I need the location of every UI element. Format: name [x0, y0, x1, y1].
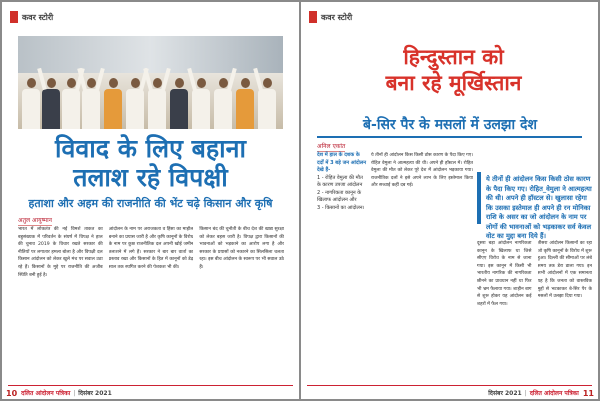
issue-date: दिसंबर 2021: [488, 390, 522, 397]
intro-box-line: देश में हाल के दशक के दर्दों में 3 बड़े जन आंदोलन देखे हैं-: [317, 152, 367, 173]
right-footer: [301, 387, 598, 399]
footer-separator: |: [524, 389, 527, 397]
photo-figure: [170, 78, 188, 129]
photo-figure: [258, 78, 276, 129]
right-byline: अनिल एकांत: [317, 143, 346, 150]
photo-figure: [236, 78, 254, 129]
publication-name: दलित आंदोलन पत्रिका: [529, 390, 579, 397]
cover-photo: [18, 36, 283, 129]
right-body-column: ये तीनों ही आंदोलन किस किसी ठोस कारण के पैदा किए गए। रोहित वेमुला ने आत्महत्या की थी। अपने ही हॉस्टल में। रोहित वेमुला की मौत को लेकर पूरे देश में आंदोलन भड़काया गया। राजनीतिक दलों ने इसे अपने लाभ के लिए इस्तेमाल किया और सच्चाई कहीं दब गई।: [371, 153, 473, 189]
left-byline: अतुल आयुष्मान: [18, 217, 52, 224]
pull-quote: ये तीनों ही आंदोलन किस किसी ठोस कारण के पैदा किए गए। रोहित_वेमुला ने आत्महत्या की थी। अपने ही हॉस्टल से। खुलासा रहेगा कि उसका इस्तेमाल ही अपने ही रन मोनिका राशि के असर का जो आंदोलन के नाम पर लोगों की भावनाओं को भड़काकर सर्व केवल वोट का मुद्दा बना दिये हैं।: [486, 175, 592, 240]
photo-figure: [192, 78, 210, 129]
left-body-column: आंदोलन के नाम पर अराजकता व हिंसा का माहौल बनाने का प्रयास जारी है और कृषि कानूनों के विरोध के नाम पर कुछ राजनीतिक दल अपनी खोई जमीन तलाशने में लगे हैं। सरकार ने बार बार वार्ता का प्रस्ताव रखा और किसानों के हित में कानूनों को डेढ़ साल तक स्थगित करने की पेशकश भी की।: [108, 227, 194, 270]
photo-figure: [42, 78, 60, 129]
right-headline: [371, 44, 536, 96]
left-headline: [18, 134, 283, 192]
right-headline-line1: हिन्दुस्तान को: [403, 45, 504, 69]
intro-box: [317, 152, 367, 212]
page-number: 10: [6, 388, 18, 398]
right-page: [301, 2, 598, 399]
left-page: [2, 2, 299, 399]
footer-rule: [8, 385, 293, 386]
right-body-column: दूसरा बड़ा आंदोलन नागरिकता कानून के खिलाफ था जिसे सीएए विरोध के नाम से जाना गया। इस कानून में किसी भी भारतीय नागरिक की नागरिकता छीनने का प्रावधान नहीं था फिर भी भ्रम फैलाया गया। शाहीन बाग से शुरू होकर यह आंदोलन कई शहरों में फैल गया।: [477, 241, 532, 307]
section-tag-label: कवर स्टोरी: [321, 12, 353, 22]
issue-date: दिसंबर 2021: [78, 390, 112, 397]
pull-quote-marker: [477, 172, 481, 224]
photo-figure: [22, 78, 40, 129]
photo-figure: [104, 78, 122, 129]
photo-figure: [126, 78, 144, 129]
intro-box-line: 1 - रोहित वेमुला की मौत के कारण उपजा आंदोलन: [317, 174, 363, 188]
intro-box-line: 3 - किसानों का आंदोलन।: [317, 204, 365, 211]
left-headline-line1: विवाद के लिए बहाना: [55, 134, 246, 163]
section-tag-marker: [309, 11, 317, 23]
right-body-columns-b: [477, 240, 592, 385]
footer-rule: [307, 385, 592, 386]
photo-figure: [148, 78, 166, 129]
publication-name: दलित आंदोलन पत्रिका: [21, 390, 71, 397]
left-body-column: किसान बंद की चुनौती के बीच देश की खाद्य सुरक्षा को लेकर बहस जारी है। विपक्ष द्वारा किसानों की भावनाओं को भड़काने का आरोप लगा है और सरकार के प्रयासों को नकारने का सिलसिला चलता रहा। इस बीच आंदोलन के स्वरूप पर भी सवाल उठे हैं।: [199, 227, 285, 270]
section-tag-label: कवर स्टोरी: [22, 12, 54, 22]
left-headline-line2: तलाश रहे विपक्षी: [73, 163, 228, 192]
left-body-columns: [18, 226, 284, 384]
right-headline-line2: बना रहे मूर्खिस्तान: [385, 71, 522, 95]
footer-separator: |: [73, 389, 76, 397]
photo-figure: [214, 78, 232, 129]
section-tag: [10, 10, 53, 24]
intro-box-line: 2 - नागरिकता कानून के खिलाफ आंदोलन और: [317, 189, 362, 203]
photo-backdrop: [18, 36, 283, 73]
left-subhead: हताशा और अहम की राजनीति की भेंट चढ़े किसान और कृषि: [28, 197, 273, 210]
right-body-columns-a: [371, 152, 473, 385]
subhead-divider: [317, 136, 582, 138]
left-body-column: भारत में लोकतंत्र की नई विमर्श ताकत का बहुसंख्यक में परिवर्तन के संघर्ष में विपक्ष ने हाल की चुनाव 2019 के विचार रखते सरकार की नीतियों पर लगातार हमला बोला है और विपक्षी दल किसान आंदोलन को लेकर खुले मंच पर सवाल उठा रहे हैं। किसानों के मुद्दे पर राजनीति की अजीब स्थिति बनी हुई है।: [18, 227, 103, 278]
left-footer: [2, 387, 299, 399]
photo-figure: [82, 78, 100, 129]
right-subhead: बे-सिर पैर के मसलों में उलझा देश: [363, 117, 537, 133]
section-tag-marker: [10, 11, 18, 23]
photo-figure: [62, 78, 80, 129]
section-tag: [309, 10, 352, 24]
page-number: 11: [582, 388, 594, 398]
right-body-column: तीसरा आंदोलन किसानों का रहा जो कृषि कानूनों के विरोध में शुरू हुआ। दिल्ली की सीमाओं पर लंबे समय तक डेरा डाला गया। इन सभी आंदोलनों में एक समानता यह है कि जनता को वास्तविक मुद्दों से भटकाकर बे-सिर पैर के मसलों में उलझा दिया गया।: [537, 241, 592, 300]
